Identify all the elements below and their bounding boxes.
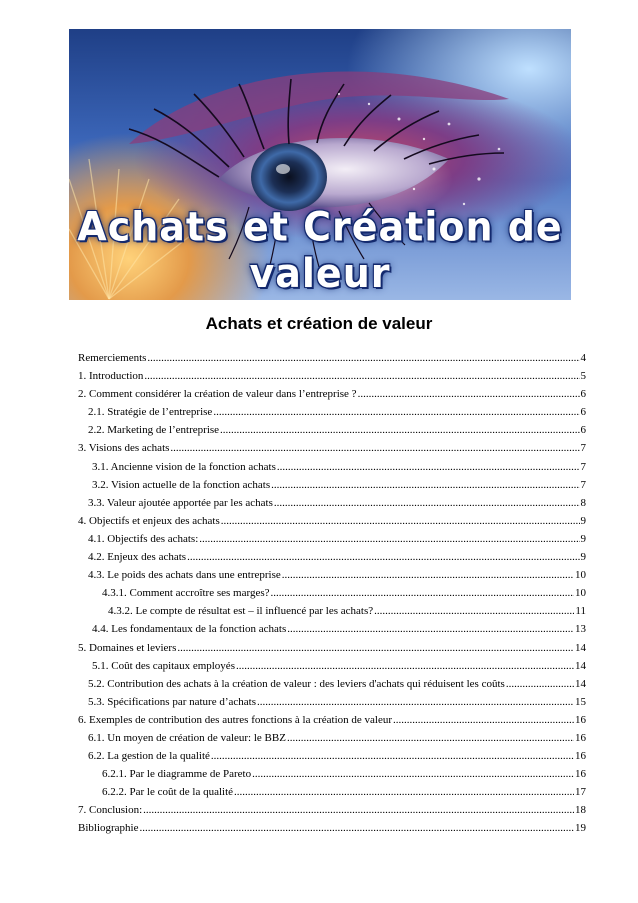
- toc-page-number: 9: [580, 514, 586, 527]
- toc-entry-title: 4.2. Enjeux des achats: [88, 551, 187, 564]
- toc-page-number: 16: [575, 768, 586, 781]
- toc-entry[interactable]: [78, 548, 586, 566]
- toc-entry[interactable]: [78, 584, 586, 602]
- toc-leader-dots: [220, 421, 579, 439]
- toc-leader-dots: [140, 819, 575, 837]
- toc-page-number: 7: [580, 460, 586, 473]
- toc-entry[interactable]: [78, 439, 586, 457]
- toc-page-number: 4: [580, 352, 586, 364]
- toc-leader-dots: [271, 476, 579, 494]
- toc-leader-dots: [234, 783, 574, 801]
- toc-page-number: 6: [580, 424, 586, 437]
- toc-entry-title: 6.2.2. Par le coût de la qualité: [102, 786, 234, 799]
- toc-leader-dots: [257, 693, 574, 711]
- toc-entry[interactable]: [78, 566, 586, 584]
- toc-entry[interactable]: [78, 693, 586, 711]
- toc-page-number: 10: [575, 587, 586, 600]
- toc-leader-dots: [287, 620, 574, 638]
- toc-entry-title: Remerciements: [78, 352, 147, 364]
- toc-leader-dots: [271, 584, 575, 602]
- toc-leader-dots: [177, 639, 574, 657]
- toc-page-number: 7: [580, 442, 586, 455]
- toc-entry-title: 4.3.2. Le compte de résultat est – il influencé par les achats?: [108, 605, 374, 618]
- toc-page-number: 16: [575, 731, 586, 744]
- toc-entry-title: 5.3. Spécifications par nature d’achats: [88, 695, 256, 708]
- toc-page-number: 19: [575, 822, 586, 835]
- toc-entry-title: 5. Domaines et leviers: [78, 641, 177, 654]
- toc-entry[interactable]: [78, 494, 586, 512]
- toc-entry-title: 6.1. Un moyen de création de valeur: le BBZ: [88, 731, 286, 744]
- toc-entry-title: 7. Conclusion:: [78, 804, 143, 817]
- toc-leader-dots: [147, 349, 579, 367]
- cover-title: Achats et Création de valeur: [77, 203, 563, 297]
- toc-entry[interactable]: [78, 783, 586, 801]
- toc-entry[interactable]: [78, 729, 586, 747]
- toc-page-number: 14: [575, 659, 586, 672]
- toc-leader-dots: [199, 530, 579, 548]
- toc-page-number: 15: [575, 695, 586, 708]
- toc-entry-title: 3.2. Vision actuelle de la fonction achats: [92, 478, 271, 491]
- toc-entry-title: 4.3. Le poids des achats dans une entreprise: [88, 569, 281, 582]
- document-title: Achats et création de valeur: [205, 314, 433, 333]
- toc-page-number: 5: [580, 370, 586, 383]
- toc-entry[interactable]: [78, 530, 586, 548]
- toc-entry[interactable]: [78, 476, 586, 494]
- toc-entry-title: 6.2.1. Par le diagramme de Pareto: [102, 768, 252, 781]
- toc-entry[interactable]: [78, 403, 586, 421]
- toc-entry[interactable]: [78, 711, 586, 729]
- toc-entry[interactable]: [78, 367, 586, 385]
- toc-entry-title: Bibliographie: [78, 822, 139, 835]
- toc-page-number: 17: [575, 786, 586, 799]
- toc-entry[interactable]: [78, 675, 586, 693]
- toc-entry[interactable]: [78, 819, 586, 837]
- toc-entry-title: 5.2. Contribution des achats à la création de valeur : des leviers d'achats qui réduisent les coûts: [88, 677, 505, 690]
- toc-entry-title: 4.1. Objectifs des achats:: [88, 532, 199, 545]
- toc-entry-title: 2.2. Marketing de l’entreprise: [88, 424, 220, 437]
- toc-page-number: 10: [575, 569, 586, 582]
- toc-leader-dots: [252, 765, 574, 783]
- toc-leader-dots: [144, 367, 579, 385]
- toc-leader-dots: [358, 385, 580, 403]
- toc-entry-title: 3. Visions des achats: [78, 442, 170, 455]
- toc-entry-title: 3.3. Valeur ajoutée apportée par les achats: [88, 496, 273, 509]
- toc-page-number: 13: [575, 623, 586, 636]
- toc-entry-title: 2.1. Stratégie de l’entreprise: [88, 406, 213, 419]
- toc-page-number: 8: [580, 496, 586, 509]
- toc-leader-dots: [282, 566, 574, 584]
- toc-entry-title: 4.4. Les fondamentaux de la fonction achats: [92, 623, 287, 636]
- toc-page-number: 9: [580, 551, 586, 564]
- toc-entry[interactable]: [78, 349, 586, 367]
- toc-leader-dots: [274, 494, 580, 512]
- toc-leader-dots: [277, 458, 580, 476]
- toc-page-number: 14: [575, 677, 586, 690]
- toc-entry[interactable]: [78, 765, 586, 783]
- toc-page-number: 11: [575, 605, 586, 618]
- toc-leader-dots: [236, 657, 574, 675]
- toc-entry[interactable]: [78, 801, 586, 819]
- cover-image: [69, 29, 571, 300]
- toc-entry-title: 1. Introduction: [78, 370, 144, 383]
- toc-page-number: 6: [580, 388, 586, 401]
- toc-leader-dots: [170, 439, 579, 457]
- table-of-contents: [78, 349, 586, 838]
- toc-entry[interactable]: [78, 620, 586, 638]
- toc-entry[interactable]: [78, 639, 586, 657]
- toc-page-number: 14: [575, 641, 586, 654]
- toc-page-number: 16: [575, 713, 586, 726]
- toc-entry-title: 6. Exemples de contribution des autres fonctions à la création de valeur: [78, 713, 393, 726]
- toc-entry[interactable]: [78, 385, 586, 403]
- toc-entry[interactable]: [78, 458, 586, 476]
- toc-leader-dots: [506, 675, 574, 693]
- toc-leader-dots: [143, 801, 574, 819]
- toc-entry[interactable]: [78, 657, 586, 675]
- toc-page-number: 7: [580, 478, 586, 491]
- toc-leader-dots: [287, 729, 574, 747]
- toc-page-number: 18: [575, 804, 586, 817]
- toc-page-number: 6: [580, 406, 586, 419]
- toc-page-number: 9: [580, 532, 586, 545]
- toc-leader-dots: [221, 512, 580, 530]
- toc-entry-title: 4. Objectifs et enjeux des achats: [78, 514, 220, 527]
- toc-entry-title: 3.1. Ancienne vision de la fonction achats: [92, 460, 276, 473]
- toc-entry[interactable]: [78, 421, 586, 439]
- toc-leader-dots: [211, 747, 574, 765]
- toc-entry[interactable]: [78, 747, 586, 765]
- toc-entry-title: 2. Comment considérer la création de valeur dans l’entreprise ?: [78, 388, 357, 401]
- toc-page-number: 16: [575, 750, 586, 763]
- toc-leader-dots: [187, 548, 579, 566]
- toc-leader-dots: [393, 711, 574, 729]
- toc-entry-title: 6.2. La gestion de la qualité: [88, 750, 210, 763]
- toc-entry[interactable]: [78, 512, 586, 530]
- toc-leader-dots: [213, 403, 579, 421]
- toc-entry[interactable]: [78, 602, 586, 620]
- toc-leader-dots: [374, 602, 574, 620]
- toc-entry-title: 4.3.1. Comment accroître ses marges?: [102, 587, 270, 600]
- eye-iris: [251, 143, 327, 211]
- toc-entry-title: 5.1. Coût des capitaux employés: [92, 659, 235, 672]
